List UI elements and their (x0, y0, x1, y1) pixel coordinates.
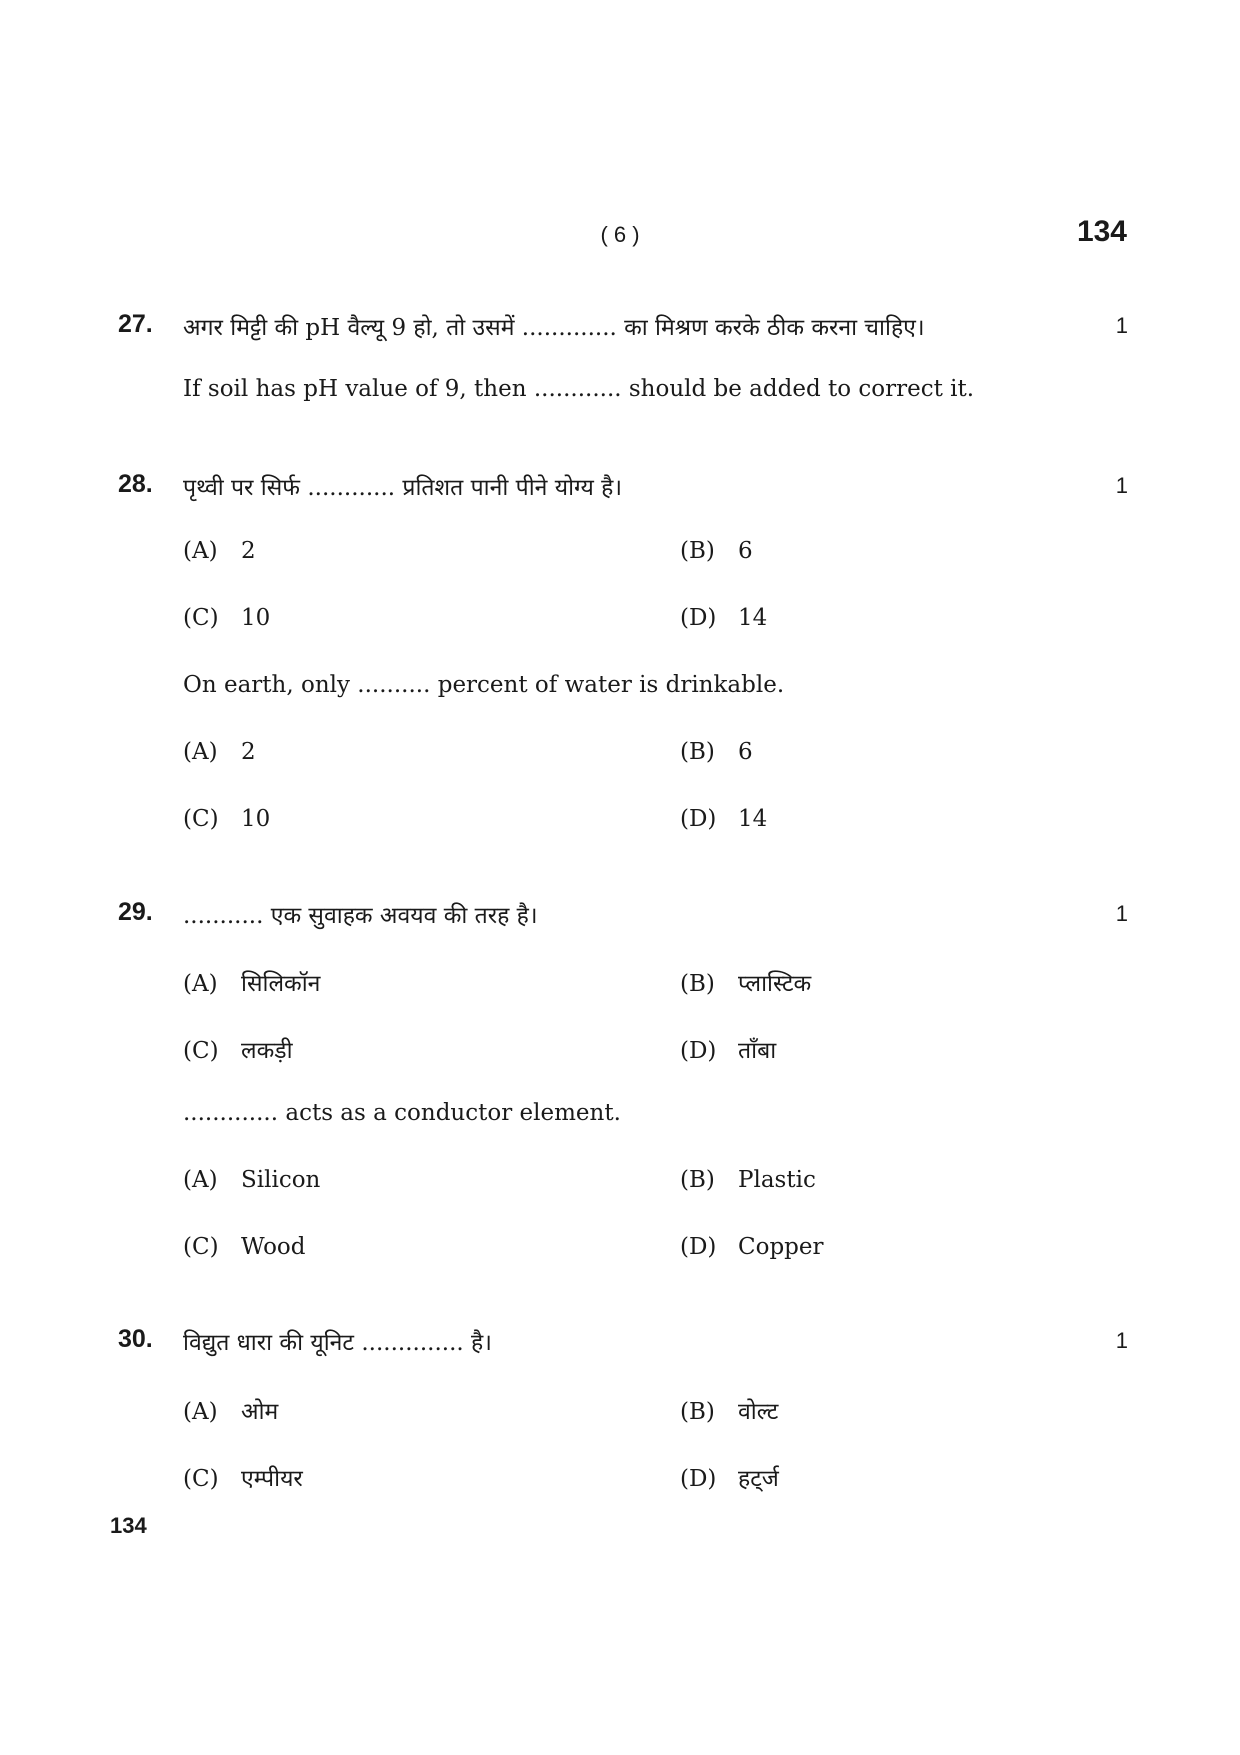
question-number: 28. (118, 470, 153, 498)
question-marks: 1 (1115, 901, 1128, 926)
option-d-english (680, 806, 767, 832)
question-marks: 1 (1115, 313, 1128, 338)
question-number: 30. (118, 1325, 153, 1353)
question-text-hindi: अगर मिट्टी की pH वैल्यू 9 हो, तो उसमें ............. का मिश्रण करके ठीक करना चाहिए। (183, 315, 925, 341)
paper-code-bottom: 134 (110, 1513, 147, 1538)
question-text-english: If soil has pH value of 9, then ............ should be added to correct it. (183, 376, 975, 402)
question-text-hindi: ........... एक सुवाहक अवयव की तरह है। (183, 903, 538, 929)
option-text: Silicon (241, 1167, 321, 1193)
option-b-english (680, 1167, 816, 1193)
question-text-english: ............. acts as a conductor element. (183, 1100, 621, 1126)
option-label: (D) (680, 1466, 717, 1492)
option-c-hindi (183, 605, 270, 631)
option-text: 14 (738, 605, 768, 631)
option-a-english (183, 739, 256, 765)
option-a-english (183, 1167, 320, 1193)
option-label: (A) (183, 971, 218, 997)
option-label: (C) (183, 806, 219, 832)
option-label: (A) (183, 1399, 218, 1425)
option-label: (C) (183, 605, 219, 631)
option-text: Plastic (738, 1167, 816, 1193)
question-text-hindi: विद्युत धारा की यूनिट .............. है। (183, 1330, 492, 1356)
option-text: Wood (241, 1234, 306, 1260)
option-text: हट्‌र्ज (738, 1466, 779, 1492)
option-text: 10 (241, 605, 271, 631)
question-number: 29. (118, 898, 153, 926)
paper-code-top: 134 (1076, 215, 1127, 248)
option-text: लकड़ी (241, 1038, 293, 1064)
option-a-hindi (183, 1394, 278, 1426)
option-text: ताँबा (738, 1038, 777, 1064)
option-label: (B) (680, 538, 715, 564)
option-label: (B) (680, 971, 715, 997)
question-marks: 1 (1115, 473, 1128, 498)
option-d-english (680, 1234, 824, 1260)
question-text-hindi: पृथ्वी पर सिर्फ ............ प्रतिशत पानी पीने योग्य है। (183, 475, 623, 501)
option-text: 2 (241, 538, 256, 564)
option-label: (C) (183, 1038, 219, 1064)
option-label: (D) (680, 806, 717, 832)
option-b-english (680, 739, 753, 765)
option-label: (B) (680, 1399, 715, 1425)
option-b-hindi (680, 538, 753, 564)
page-number: ( 6 ) (600, 222, 640, 247)
option-label: (B) (680, 1167, 715, 1193)
option-d-hindi (680, 605, 767, 631)
option-text: 10 (241, 806, 271, 832)
option-c-english (183, 806, 270, 832)
option-c-hindi (183, 1461, 303, 1493)
option-label: (A) (183, 739, 218, 765)
option-text: 6 (738, 739, 753, 765)
option-label: (C) (183, 1466, 219, 1492)
option-text: 2 (241, 739, 256, 765)
option-label: (C) (183, 1234, 219, 1260)
option-text: प्लास्टिक (738, 971, 812, 997)
option-text: सिलिकॉन (241, 971, 321, 997)
option-label: (A) (183, 1167, 218, 1193)
option-a-hindi (183, 538, 256, 564)
option-text: वोल्ट (738, 1399, 779, 1425)
option-text: 14 (738, 806, 768, 832)
option-text: एम्पीयर (241, 1466, 303, 1492)
option-text: ओम (241, 1399, 279, 1425)
option-text: 6 (738, 538, 753, 564)
option-label: (D) (680, 1038, 717, 1064)
option-label: (A) (183, 538, 218, 564)
option-label: (D) (680, 605, 717, 631)
question-text-english: On earth, only .......... percent of water is drinkable. (183, 672, 785, 698)
option-label: (D) (680, 1234, 717, 1260)
question-number: 27. (118, 310, 153, 338)
option-d-hindi (680, 1033, 776, 1065)
question-marks: 1 (1115, 1328, 1128, 1353)
option-a-hindi (183, 966, 320, 998)
option-c-hindi (183, 1033, 293, 1065)
option-c-english (183, 1234, 306, 1260)
option-text: Copper (738, 1234, 824, 1260)
option-b-hindi (680, 1394, 778, 1426)
option-d-hindi (680, 1461, 779, 1493)
option-label: (B) (680, 739, 715, 765)
option-b-hindi (680, 966, 811, 998)
